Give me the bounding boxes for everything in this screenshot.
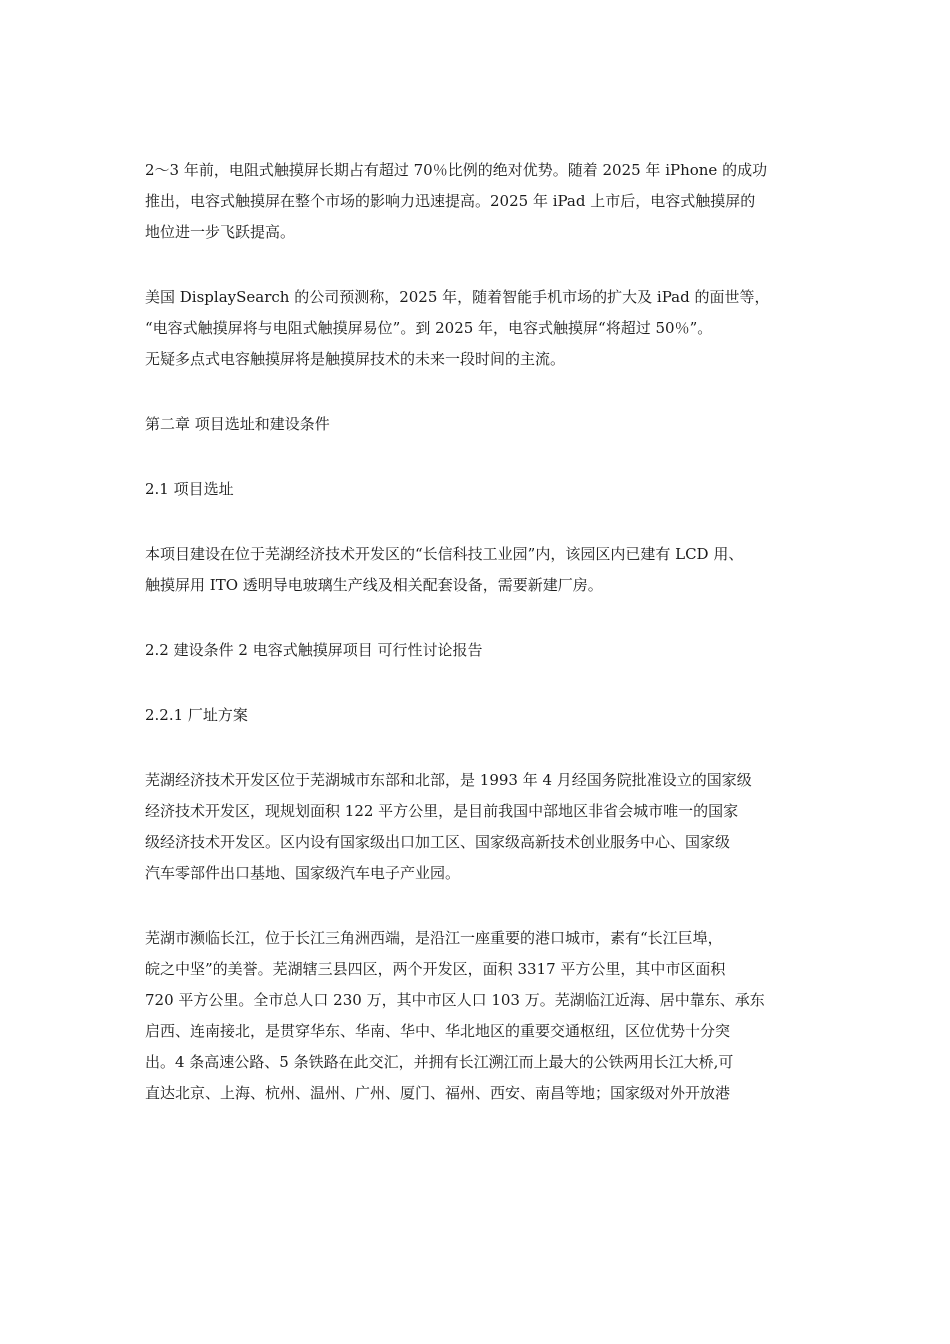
text-line: 美国 DisplaySearch 的公司预测称，2025 年，随着智能手机市场的扩大及 iPad 的面世等， <box>145 288 770 306</box>
text-line: 级经济技术开发区。区内设有国家级出口加工区、国家级高新技术创业服务中心、国家级 <box>145 833 731 851</box>
text-line: 芜湖经济技术开发区位于芜湖城市东部和北部，是 1993 年 4 月经国务院批准设立的国家级 <box>145 771 752 789</box>
section-heading-2-2 <box>145 635 825 666</box>
text-line: 第二章 项目选址和建设条件 <box>145 415 330 433</box>
paragraph-development-zone <box>145 765 825 889</box>
text-line: 2.1 项目选址 <box>145 480 234 498</box>
section-heading-2-1 <box>145 474 825 505</box>
text-line: 本项目建设在位于芜湖经济技术开发区的“长信科技工业园”内，该园区内已建有 LCD 用、 <box>145 545 744 563</box>
text-line: 经济技术开发区，现规划面积 122 平方公里，是目前我国中部地区非省会城市唯一的国家 <box>145 802 739 820</box>
text-line: 2～3 年前，电阻式触摸屏长期占有超过 70％比例的绝对优势。随着 2025 年 iPhone 的成功 <box>145 161 768 179</box>
text-line: 2.2.1 厂址方案 <box>145 706 248 724</box>
paragraph-touchscreen-history <box>145 155 825 248</box>
text-line: 启西、连南接北，是贯穿华东、华南、华中、华北地区的重要交通枢纽，区位优势十分突 <box>145 1022 731 1040</box>
text-line: 2.2 建设条件 2 电容式触摸屏项目 可行性讨论报告 <box>145 641 483 659</box>
text-line: 720 平方公里。全市总人口 230 万，其中市区人口 103 万。芜湖临江近海、居中靠东、承东 <box>145 991 765 1009</box>
text-line: 地位进一步飞跃提高。 <box>145 223 296 241</box>
text-line: 触摸屏用 ITO 透明导电玻璃生产线及相关配套设备，需要新建厂房。 <box>145 576 603 594</box>
text-line: 直达北京、上海、杭州、温州、广州、厦门、福州、西安、南昌等地；国家级对外开放港 <box>145 1084 731 1102</box>
text-line: 无疑多点式电容触摸屏将是触摸屏技术的未来一段时间的主流。 <box>145 350 566 368</box>
paragraph-site-location <box>145 539 825 601</box>
text-line: 出。4 条高速公路、5 条铁路在此交汇，并拥有长江溯江而上最大的公铁两用长江大桥,可 <box>145 1053 734 1071</box>
paragraph-displaysearch-forecast <box>145 282 825 375</box>
text-line: 推出，电容式触摸屏在整个市场的影响力迅速提高。2025 年 iPad 上市后，电容式触摸屏的 <box>145 192 756 210</box>
text-line: 皖之中坚”的美誉。芜湖辖三县四区，两个开发区，面积 3317 平方公里，其中市区面积 <box>145 960 726 978</box>
section-heading-2-2-1 <box>145 700 825 731</box>
paragraph-wuhu-city <box>145 923 825 1109</box>
text-line: “电容式触摸屏将与电阻式触摸屏易位”。到 2025 年，电容式触摸屏“将超过 50％”。 <box>145 319 713 337</box>
document-body <box>145 155 825 1109</box>
chapter-heading <box>145 409 825 440</box>
text-line: 汽车零部件出口基地、国家级汽车电子产业园。 <box>145 864 461 882</box>
text-line: 芜湖市濒临长江，位于长江三角洲西端，是沿江一座重要的港口城市，素有“长江巨埠， <box>145 929 723 947</box>
